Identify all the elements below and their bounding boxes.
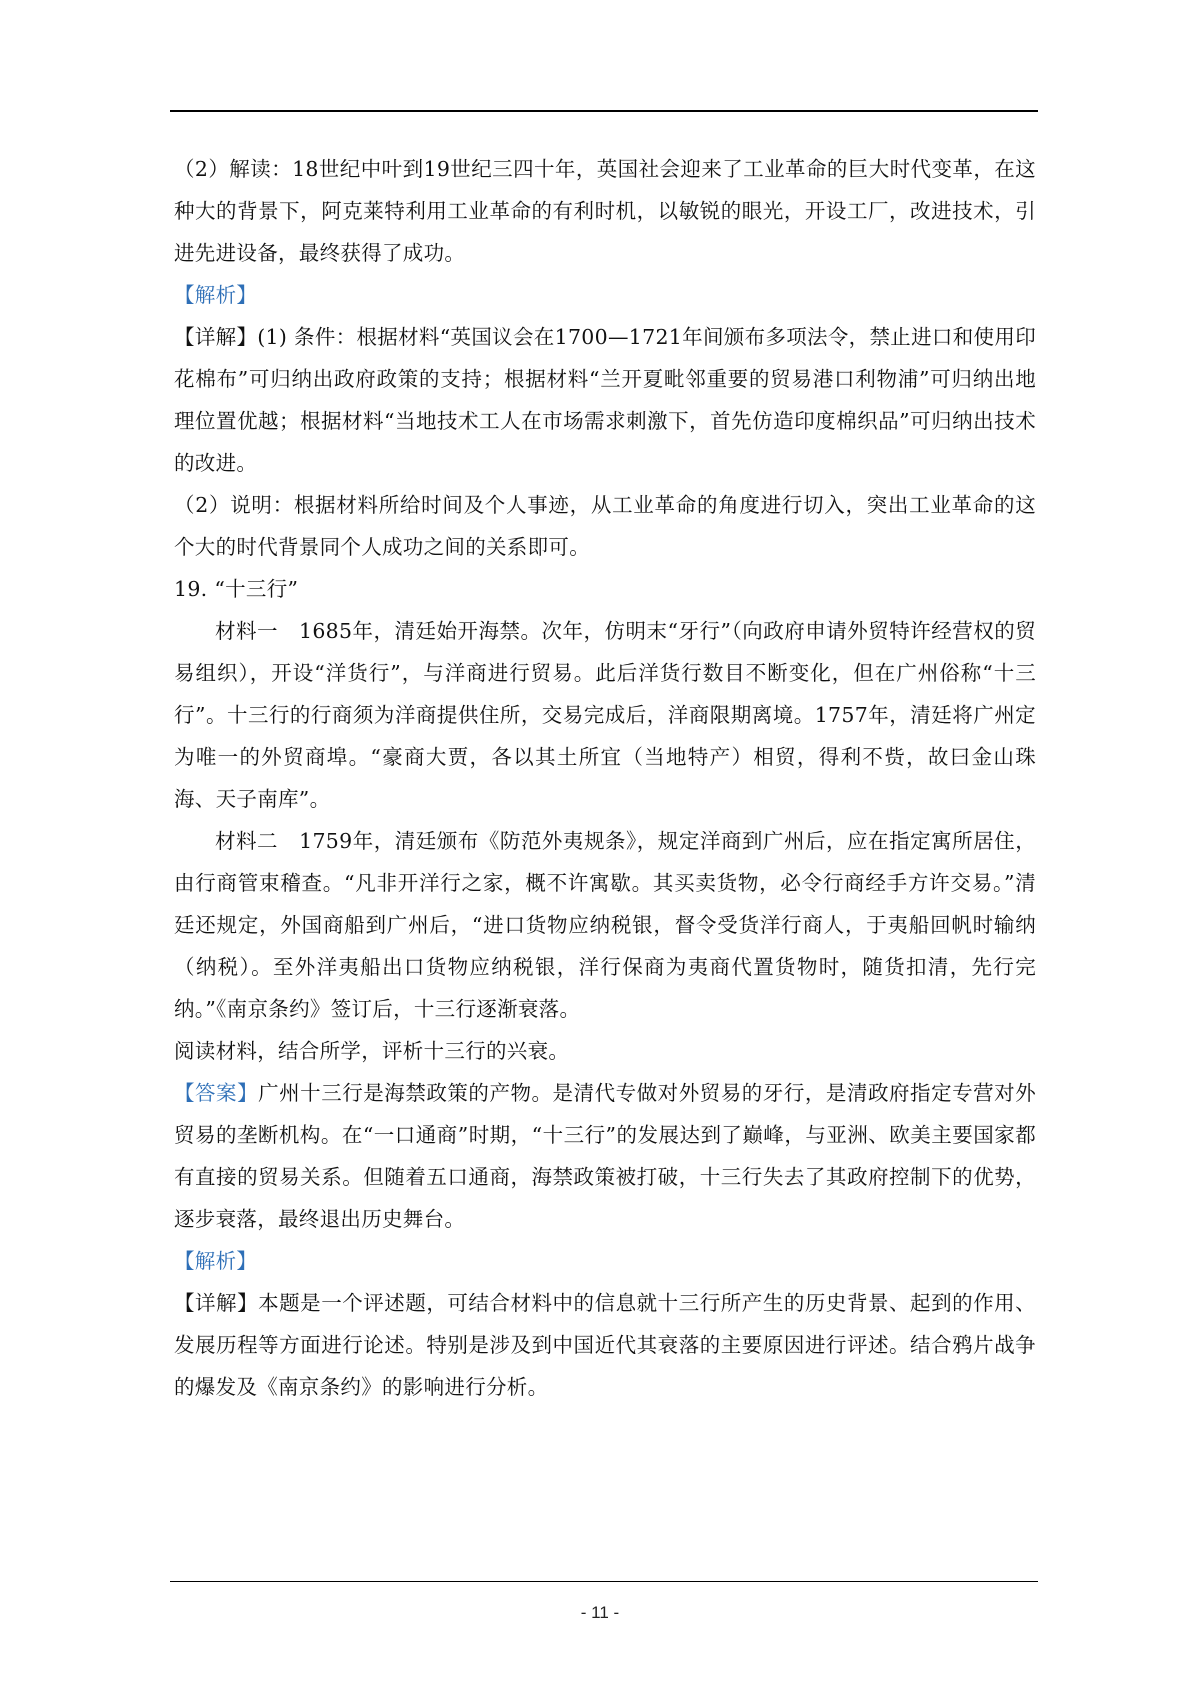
question-prompt: 阅读材料，结合所学，评析十三行的兴衰。 (174, 1039, 570, 1063)
footer-rule (170, 1581, 1038, 1582)
answer-text: 广州十三行是海禁政策的产物。是清代专做对外贸易的牙行，是清政府指定专营对外贸易的垄断机构。在“一口通商”时期，“十三行”的发展达到了巅峰，与亚洲、欧美主要国家都有直接的贸易关系。但随着五口通商，海禁政策被打破，十三行失去了其政府控制下的优势，逐步衰落，最终退出历史舞台。 (174, 1081, 1036, 1231)
paragraph-interpretation: （2）解读：18世纪中叶到19世纪三四十年，英国社会迎来了工业革命的巨大时代变革，在这种大的背景下，阿克莱特利用工业革命的有利时机，以敏锐的眼光，开设工厂，改进技术，引进先进设备，最终获得了成功。 (174, 157, 1036, 265)
header-rule (170, 110, 1038, 112)
answer-tag: 【答案】 (174, 1081, 259, 1105)
material-one: 材料一 1685年，清廷始开海禁。次年，仿明末“牙行”（向政府申请外贸特许经营权的贸易组织），开设“洋货行”，与洋商进行贸易。此后洋货行数目不断变化，但在广州俗称“十三行”。十三行的行商须为洋商提供住所，交易完成后，洋商限期离境。1757年，清廷将广州定为唯一的外贸商埠。“豪商大贾，各以其土所宜（当地特产）相贸，得利不赀，故曰金山珠海、天子南库”。 (174, 619, 1036, 811)
page-number: - 11 - (580, 1603, 620, 1622)
analysis-tag: 【解析】 (174, 283, 258, 307)
paragraph-detail-conditions: 【详解】(1) 条件：根据材料“英国议会在1700—1721年间颁布多项法令，禁止进口和使用印花棉布”可归纳出政府政策的支持；根据材料“兰开夏毗邻重要的贸易港口利物浦”可归纳出地理位置优越；根据材料“当地技术工人在市场需求刺激下，首先仿造印度棉织品”可归纳出技术的改进。 (174, 325, 1036, 475)
material-two: 材料二 1759年，清廷颁布《防范外夷规条》，规定洋商到广州后，应在指定寓所居住，由行商管束稽查。“凡非开洋行之家，概不许寓歇。其买卖货物，必令行商经手方许交易。”清廷还规定，外国商船到广州后，“进口货物应纳税银，督令受货洋行商人，于夷船回帆时输纳（纳税）。至外洋夷船出口货物应纳税银，洋行保商为夷商代置货物时，随货扣清，先行完纳。”《南京条约》签订后，十三行逐渐衰落。 (174, 829, 1036, 1021)
paragraph-detail-evaluation: 【详解】本题是一个评述题，可结合材料中的信息就十三行所产生的历史背景、起到的作用、发展历程等方面进行论述。特别是涉及到中国近代其衰落的主要原因进行评述。结合鸦片战争的爆发及《南京条约》的影响进行分析。 (174, 1291, 1036, 1399)
answer-paragraph (174, 1072, 1036, 1240)
page-content (174, 148, 1036, 1408)
analysis-tag-2: 【解析】 (174, 1249, 258, 1273)
question-title: 19. “十三行” (174, 577, 299, 601)
paragraph-explanation: （2）说明：根据材料所给时间及个人事迹，从工业革命的角度进行切入，突出工业革命的这个大的时代背景同个人成功之间的关系即可。 (174, 493, 1036, 559)
